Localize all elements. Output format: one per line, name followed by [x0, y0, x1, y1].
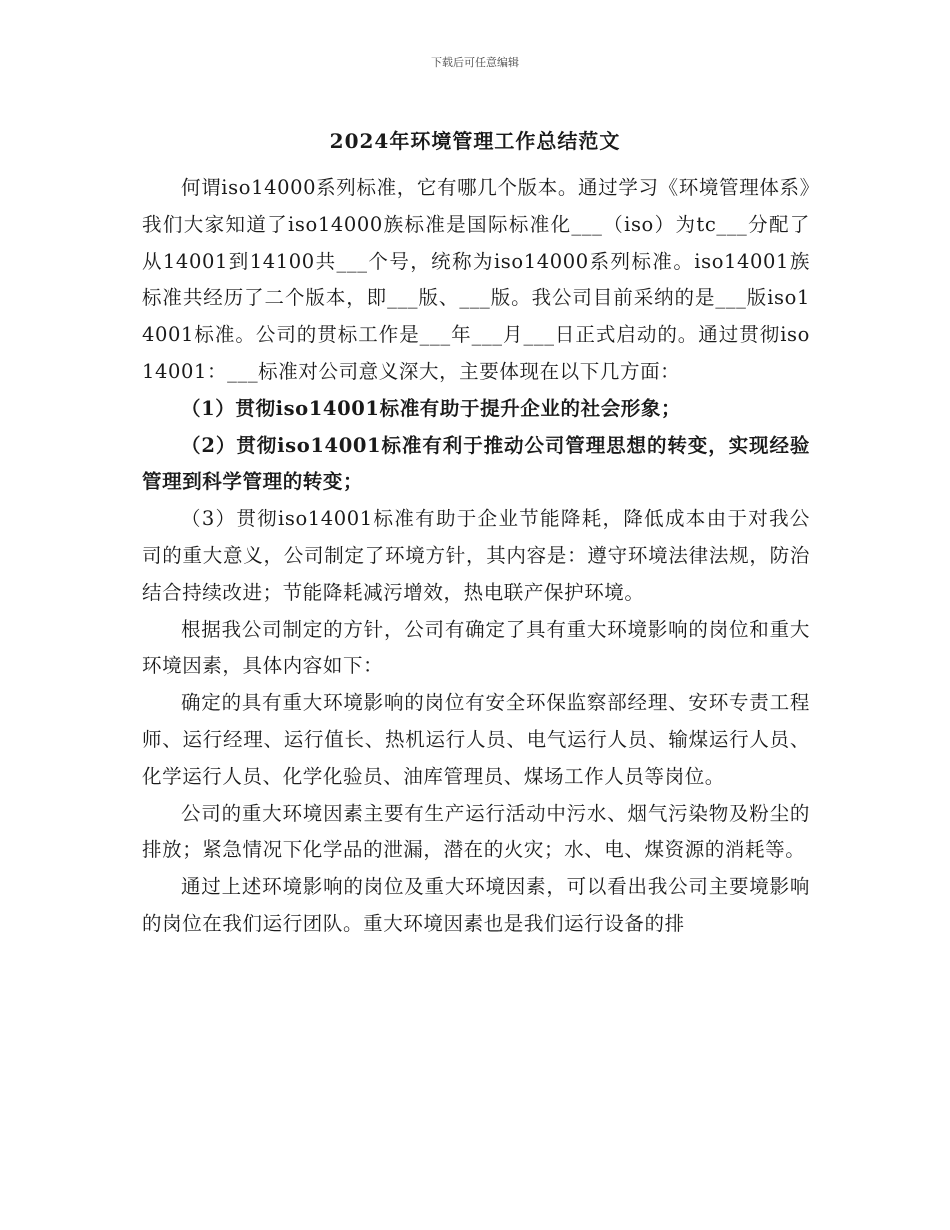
document-title: 2024年环境管理工作总结范文: [329, 129, 621, 153]
paragraph-point-1: （1）贯彻iso14001标准有助于提升企业的社会形象；: [181, 396, 682, 420]
paragraph-conclusion: 通过上述环境影响的岗位及重大环境因素，可以看出我公司主要境影响的岗位在我们运行团队。重大环境因素也是我们运行设备的排: [142, 875, 810, 935]
paragraph-point-2: （2）贯彻iso14001标准有利于推动公司管理思想的转变，实现经验管理到科学管理的转变；: [142, 433, 810, 494]
paragraph-intro: 何谓iso14000系列标准，它有哪几个版本。通过学习《环境管理体系》我们大家知道了iso14000族标准是国际标准化___（iso）为tc___分配了从14001到14100共___个号，统称为iso14000系列标准。iso14001族标准共经历了二个版本，即___版、___版。我公司目前采纳的是___版iso14001标准。公司的贯标工作是___年___月___日正式启动的。通过贯彻iso14001：___标准对公司意义深大，主要体现在以下几方面：: [142, 176, 810, 383]
document-body: [142, 170, 810, 943]
paragraph-policy: 根据我公司制定的方针，公司有确定了具有重大环境影响的岗位和重大环境因素，具体内容如下：: [142, 617, 810, 678]
paragraph-point-3: （3）贯彻iso14001标准有助于企业节能降耗，降低成本由于对我公司的重大意义，公司制定了环境方针，其内容是：遵守环境法律法规，防治结合持续改进；节能降耗减污增效，热电联产保护环境。: [142, 507, 810, 604]
paragraph-factors: 公司的重大环境因素主要有生产运行活动中污水、烟气污染物及粉尘的排放；紧急情况下化学品的泄漏，潜在的火灾；水、电、煤资源的消耗等。: [142, 801, 810, 862]
paragraph-positions: 确定的具有重大环境影响的岗位有安全环保监察部经理、安环专责工程师、运行经理、运行值长、热机运行人员、电气运行人员、输煤运行人员、化学运行人员、化学化验员、油库管理员、煤场工作人员等岗位。: [142, 691, 810, 788]
header-note: 下载后可任意编辑: [431, 56, 519, 69]
